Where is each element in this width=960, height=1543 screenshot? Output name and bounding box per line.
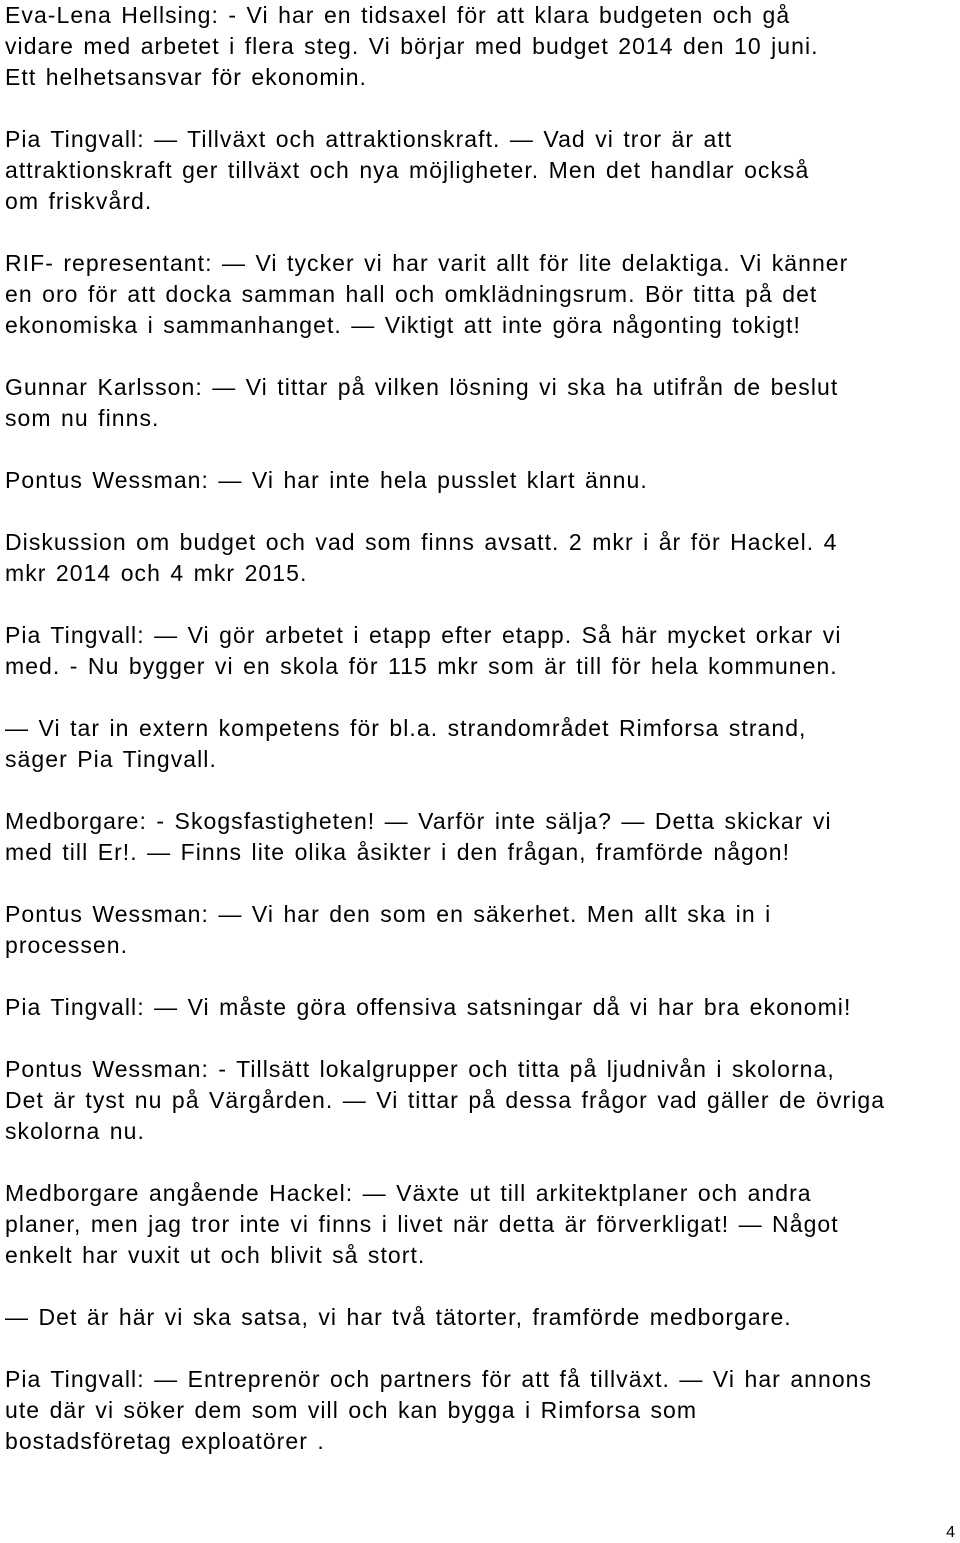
text-line: Ett helhetsansvar för ekonomin.: [5, 64, 367, 90]
paragraph: [5, 620, 955, 682]
text-line: Pia Tingvall: ― Entreprenör och partners för att få tillväxt. ― Vi har annons: [5, 1366, 873, 1392]
text-line: Pia Tingvall: ― Tillväxt och attraktionskraft. ― Vad vi tror är att: [5, 126, 733, 152]
text-line: säger Pia Tingvall.: [5, 746, 217, 772]
paragraph: [5, 248, 955, 341]
document-body: [5, 0, 955, 1488]
text-line: skolorna nu.: [5, 1118, 145, 1144]
text-line: Diskussion om budget och vad som finns avsatt. 2 mkr i år för Hackel. 4: [5, 529, 838, 555]
text-line: ute där vi söker dem som vill och kan bygga i Rimforsa som: [5, 1397, 698, 1423]
text-line: om friskvård.: [5, 188, 153, 214]
text-line: som nu finns.: [5, 405, 160, 431]
text-line: Pia Tingvall: ― Vi måste göra offensiva satsningar då vi har bra ekonomi!: [5, 994, 852, 1020]
text-line: enkelt har vuxit ut och blivit så stort.: [5, 1242, 426, 1268]
text-line: Medborgare angående Hackel: ― Växte ut till arkitektplaner och andra: [5, 1180, 812, 1206]
text-line: Pontus Wessman: - Tillsätt lokalgrupper och titta på ljudnivån i skolorna,: [5, 1056, 835, 1082]
text-line: med. - Nu bygger vi en skola för 115 mkr som är till för hela kommunen.: [5, 653, 838, 679]
text-line: Pia Tingvall: ― Vi gör arbetet i etapp efter etapp. Så här mycket orkar vi: [5, 622, 842, 648]
text-line: bostadsföretag exploatörer .: [5, 1428, 325, 1454]
paragraph: [5, 899, 955, 961]
page-number: 4: [946, 1524, 955, 1541]
text-line: ekonomiska i sammanhanget. ― Viktigt att inte göra någonting tokigt!: [5, 312, 801, 338]
paragraph: [5, 465, 955, 496]
paragraph: [5, 372, 955, 434]
text-line: Det är tyst nu på Värgården. ― Vi tittar på dessa frågor vad gäller de övriga: [5, 1087, 886, 1113]
paragraph: [5, 124, 955, 217]
text-line: Pontus Wessman: ― Vi har inte hela pusslet klart ännu.: [5, 467, 648, 493]
text-line: mkr 2014 och 4 mkr 2015.: [5, 560, 308, 586]
text-line: Medborgare: - Skogsfastigheten! ― Varför inte sälja? ― Detta skickar vi: [5, 808, 832, 834]
text-line: Eva-Lena Hellsing: - Vi har en tidsaxel för att klara budgeten och gå: [5, 2, 791, 28]
text-line: RIF- representant: ― Vi tycker vi har varit allt för lite delaktiga. Vi känner: [5, 250, 849, 276]
paragraph: [5, 713, 955, 775]
text-line: attraktionskraft ger tillväxt och nya möjligheter. Men det handlar också: [5, 157, 810, 183]
text-line: ― Vi tar in extern kompetens för bl.a. strandområdet Rimforsa strand,: [5, 715, 807, 741]
text-line: en oro för att docka samman hall och omklädningsrum. Bör titta på det: [5, 281, 818, 307]
paragraph: [5, 992, 955, 1023]
text-line: planer, men jag tror inte vi finns i livet när detta är förverkligat! ― Något: [5, 1211, 839, 1237]
paragraph: [5, 1364, 955, 1457]
text-line: med till Er!. ― Finns lite olika åsikter i den frågan, framförde någon!: [5, 839, 791, 865]
paragraph: [5, 527, 955, 589]
paragraph: [5, 806, 955, 868]
text-line: Pontus Wessman: ― Vi har den som en säkerhet. Men allt ska in i: [5, 901, 772, 927]
paragraph: [5, 0, 955, 93]
paragraph: [5, 1054, 955, 1147]
text-line: Gunnar Karlsson: ― Vi tittar på vilken lösning vi ska ha utifrån de beslut: [5, 374, 839, 400]
text-line: ― Det är här vi ska satsa, vi har två tätorter, framförde medborgare.: [5, 1304, 792, 1330]
paragraph: [5, 1178, 955, 1271]
paragraph: [5, 1302, 955, 1333]
text-line: processen.: [5, 932, 129, 958]
text-line: vidare med arbetet i flera steg. Vi börjar med budget 2014 den 10 juni.: [5, 33, 819, 59]
